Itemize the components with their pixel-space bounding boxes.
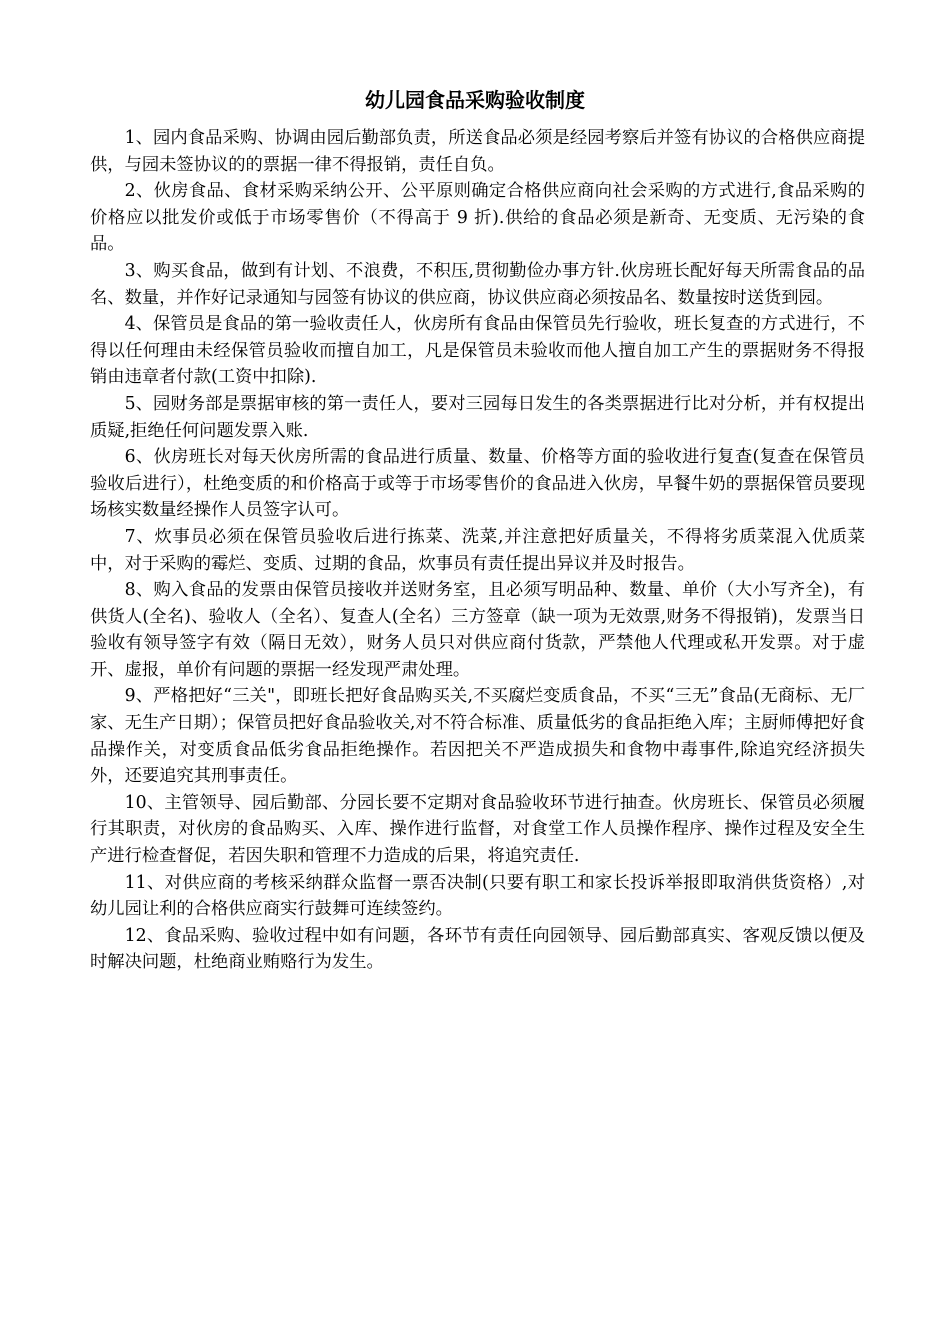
clause-8: 8、购入食品的发票由保管员接收并送财务室，且必须写明品种、数量、单价（大小写齐全)，有供货人(全名)、验收人（全名）、复查人(全名）三方签章（缺一项为无效票,财务不得报销)，发票当日验收有领导签字有效（隔日无效），财务人员只对供应商付货款，严禁他人代理或私开发票。对于虚开、虚报，单价有问题的票据一经发现严肃处理。: [90, 580, 865, 680]
clause-6: 6、伙房班长对每天伙房所需的食品进行质量、数量、价格等方面的验收进行复查(复查在保管员验收后进行），杜绝变质的和价格高于或等于市场零售价的食品进入伙房，早餐牛奶的票据保管员要现场核实数量经操作人员签字认可。: [90, 447, 865, 521]
clause-11: 11、对供应商的考核采纳群众监督一票否决制(只要有职工和家长投诉举报即取消供货资格）,对幼儿园让利的合格供应商实行鼓舞可连续签约。: [90, 872, 865, 920]
clause-3: 3、购买食品，做到有计划、不浪费，不积压,贯彻勤俭办事方针.伙房班长配好每天所需食品的品名、数量，并作好记录通知与园签有协议的供应商，协议供应商必须按品名、数量按时送货到园。: [90, 260, 865, 308]
clause-9: 9、严格把好“三关"，即班长把好食品购买关,不买腐烂变质食品，不买“三无”食品(无商标、无厂家、无生产日期）；保管员把好食品验收关,对不符合标准、质量低劣的食品拒绝入库；主厨师傅把好食品操作关，对变质食品低劣食品拒绝操作。若因把关不严造成损失和食物中毒事件,除追究经济损失外，还要追究其刑事责任。: [90, 686, 865, 787]
clause-1: 1、园内食品采购、协调由园后勤部负责，所送食品必须是经园考察后并签有协议的合格供应商提供，与园未签协议的的票据一律不得报销，责任自负。: [90, 128, 865, 175]
document-title: 幼儿园食品采购验收制度: [365, 88, 585, 112]
clause-12: 12、食品采购、验收过程中如有问题，各环节有责任向园领导、园后勤部真实、客观反馈以便及时解决问题，杜绝商业贿赂行为发生。: [90, 925, 865, 973]
clause-10: 10、主管领导、园后勤部、分园长要不定期对食品验收环节进行抽查。伙房班长、保管员必须履行其职责，对伙房的食品购买、入库、操作进行监督，对食堂工作人员操作程序、操作过程及安全生产进行检查督促，若因失职和管理不力造成的后果，将追究责任.: [90, 792, 865, 867]
document-body: [90, 125, 865, 976]
clause-4: 4、保管员是食品的第一验收责任人，伙房所有食品由保管员先行验收，班长复查的方式进行，不得以任何理由未经保管员验收而擅自加工，凡是保管员未验收而他人擅自加工产生的票据财务不得报销由违章者付款(工资中扣除).: [90, 314, 865, 388]
clause-2: 2、伙房食品、食材采购采纳公开、公平原则确定合格供应商向社会采购的方式进行,食品采购的价格应以批发价或低于市场零售价（不得高于 9 折).供给的食品必须是新奇、无变质、无污染的食品。: [90, 181, 865, 255]
clause-7: 7、炊事员必须在保管员验收后进行拣菜、洗菜,并注意把好质量关，不得将劣质菜混入优质菜中，对于采购的霉烂、变质、过期的食品，炊事员有责任提出异议并及时报告。: [90, 526, 865, 574]
clause-5: 5、园财务部是票据审核的第一责任人，要对三园每日发生的各类票据进行比对分析，并有权提出质疑,拒绝任何问题发票入账.: [90, 393, 865, 441]
